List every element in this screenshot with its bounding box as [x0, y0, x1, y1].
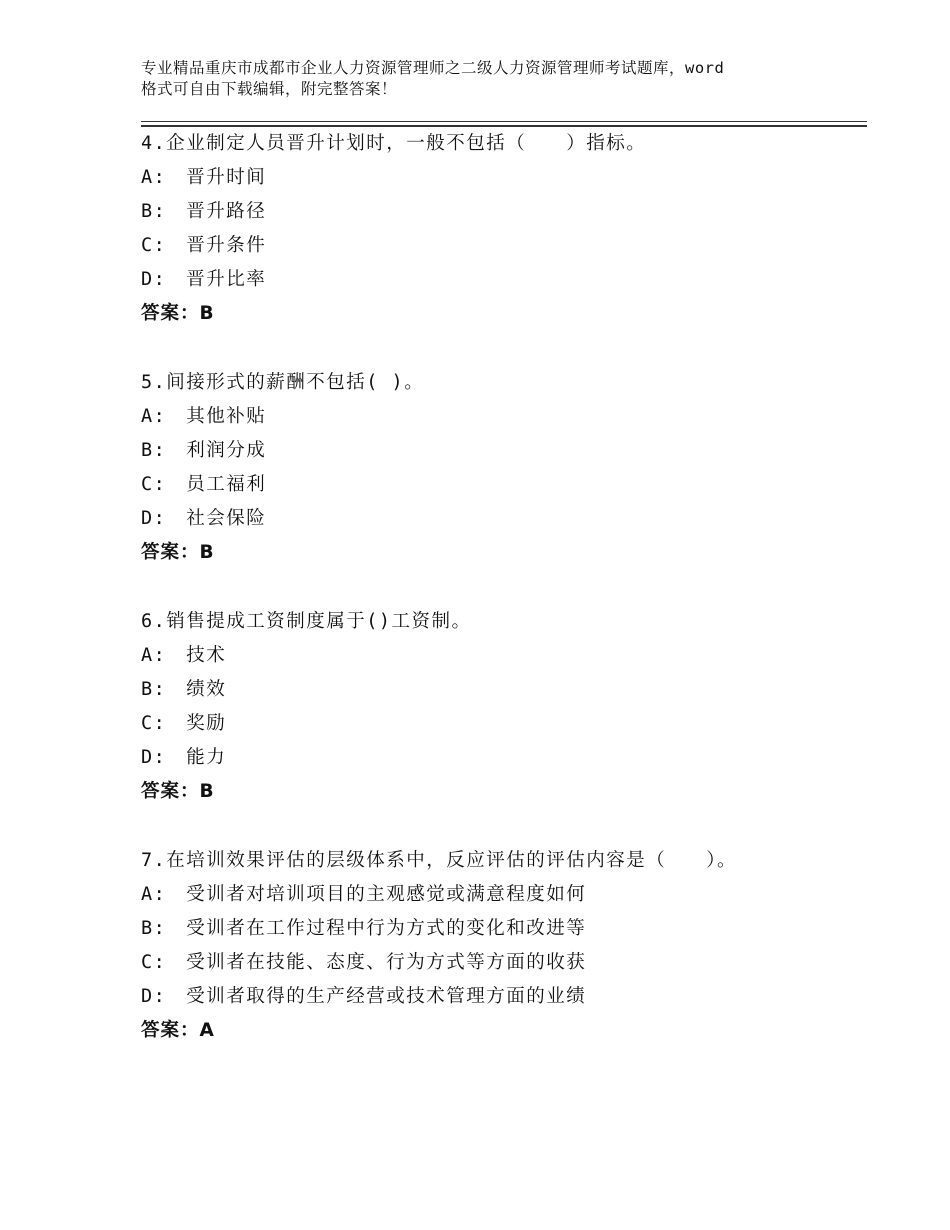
document-header: [141, 58, 841, 100]
option-d: D: 能力: [141, 747, 227, 768]
option-a: A: 晋升时间: [141, 167, 267, 188]
option-d: D: 社会保险: [141, 508, 267, 529]
option-b: B: 利润分成: [141, 440, 267, 461]
answer-label: 答案：A: [141, 1020, 215, 1041]
answer-label: 答案：B: [141, 781, 215, 802]
question-stem: 5.间接形式的薪酬不包括( )。: [141, 372, 425, 393]
header-divider-thin: [141, 121, 867, 122]
option-b: B: 受训者在工作过程中行为方式的变化和改进等: [141, 918, 587, 939]
question-stem: 4.企业制定人员晋升计划时，一般不包括（ ）指标。: [141, 133, 647, 154]
option-c: C: 受训者在技能、态度、行为方式等方面的收获: [141, 952, 587, 973]
option-a: A: 受训者对培训项目的主观感觉或满意程度如何: [141, 884, 587, 905]
question-4: [141, 127, 861, 331]
answer-label: 答案：B: [141, 542, 215, 563]
option-c: C: 晋升条件: [141, 235, 267, 256]
header-line-2: 格式可自由下载编辑，附完整答案！: [141, 80, 398, 98]
question-5: [141, 366, 861, 570]
question-stem: 6.销售提成工资制度属于()工资制。: [141, 611, 472, 632]
option-d: D: 晋升比率: [141, 269, 267, 290]
header-line-1: 专业精品重庆市成都市企业人力资源管理师之二级人力资源管理师考试题库，word: [141, 59, 725, 77]
option-b: B: 晋升路径: [141, 201, 267, 222]
answer-label: 答案：B: [141, 303, 215, 324]
question-6: [141, 605, 861, 809]
option-a: A: 技术: [141, 645, 227, 666]
question-stem: 7.在培训效果评估的层级体系中，反应评估的评估内容是（ ）。: [141, 850, 738, 871]
option-b: B: 绩效: [141, 679, 227, 700]
option-c: C: 员工福利: [141, 474, 267, 495]
option-c: C: 奖励: [141, 713, 227, 734]
question-7: [141, 844, 861, 1048]
option-a: A: 其他补贴: [141, 406, 267, 427]
option-d: D: 受训者取得的生产经营或技术管理方面的业绩: [141, 986, 587, 1007]
